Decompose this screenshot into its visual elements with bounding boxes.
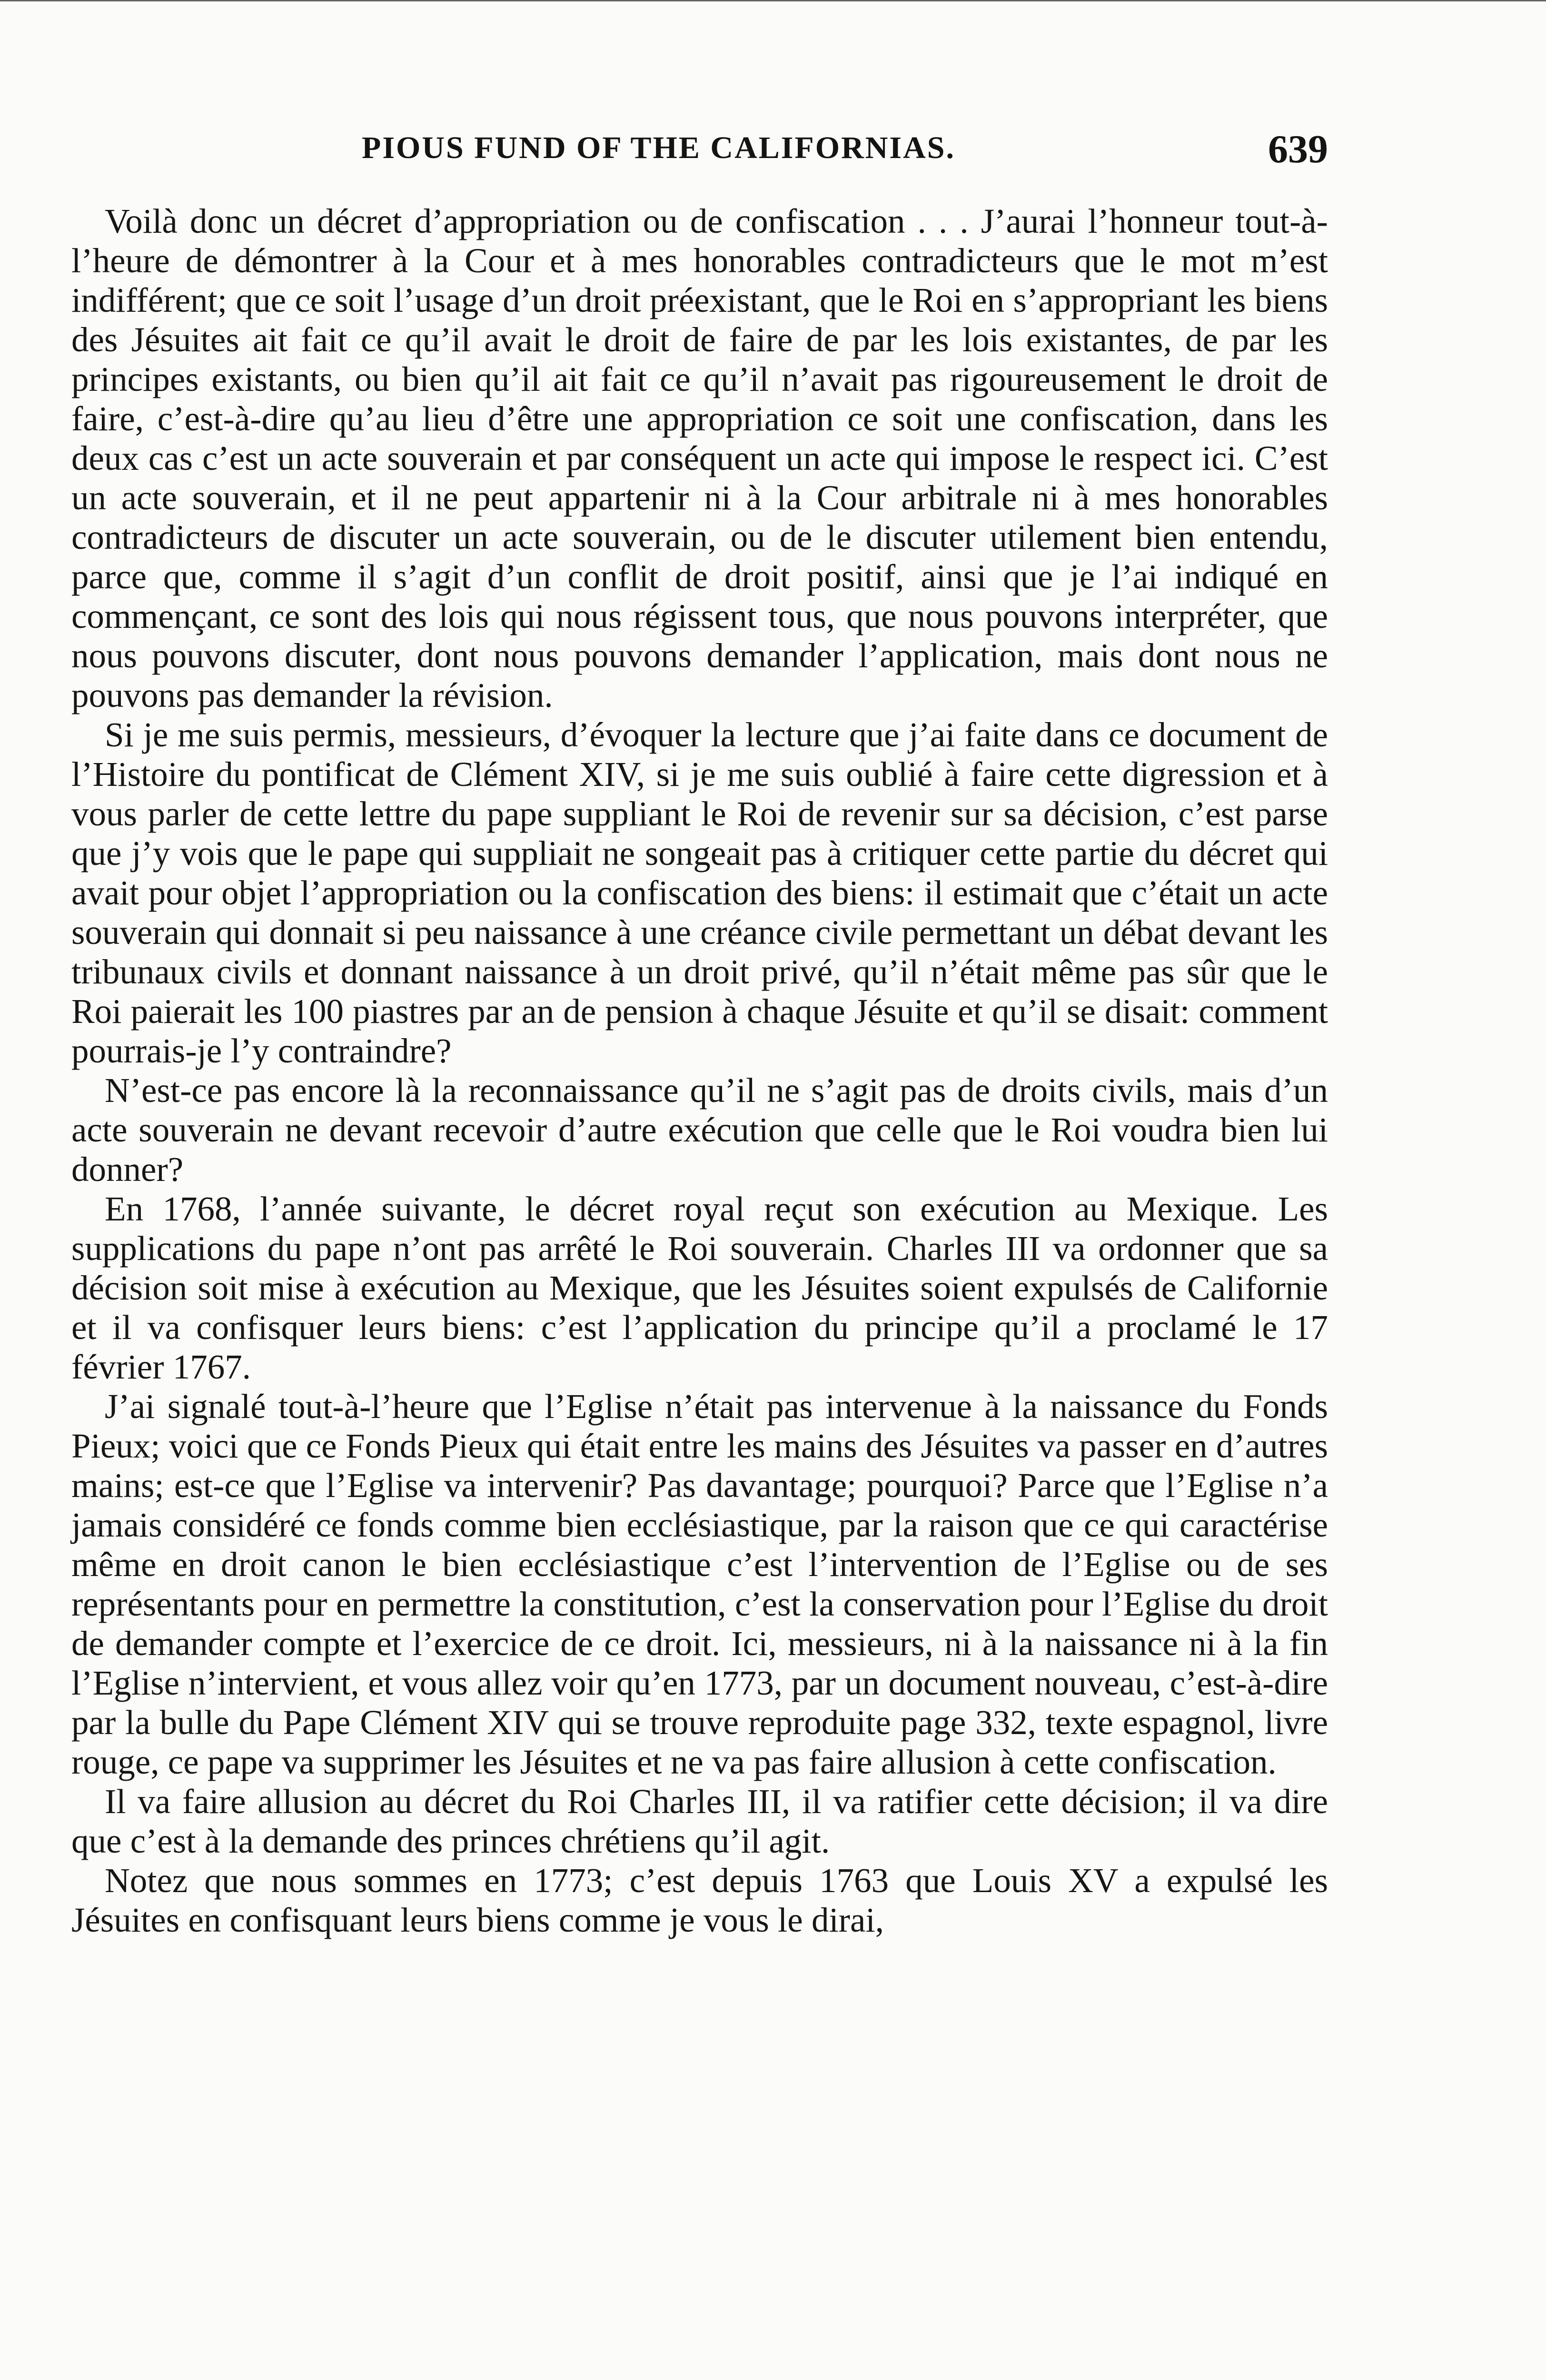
paragraph: J’ai signalé tout-à-l’heure que l’Eglise n’était pas intervenue à la naissance du Fonds Pieux; voici que ce Fonds Pieux qui était entre les mains des Jésuites va passer en d’autres mains; est-ce que l’Eglise va intervenir? Pas davantage; pourquoi? Parce que l’Eglise n’a jamais considéré ce fonds comme bien ecclésiastique, par la raison que ce qui caractérise même en droit canon le bien ecclésiastique c’est l’intervention de l’Eglise ou de ses représentants pour en permettre la constitution, c’est la conservation pour l’Eglise du droit de demander compte et l’exercice de ce droit. Ici, messieurs, ni à la naissance ni à la fin l’Eglise n’intervient, et vous allez voir qu’en 1773, par un document nouveau, c’est-à-dire par la bulle du Pape Clément XIV qui se trouve reproduite page 332, texte espagnol, livre rouge, ce pape va supprimer les Jésuites et ne va pas faire allusion à cette confiscation. bbox=[71, 1387, 1328, 1781]
paragraph: N’est-ce pas encore là la reconnaissance qu’il ne s’agit pas de droits civils, mais d’un acte souverain ne devant recevoir d’autre exécution que celle que le Roi voudra bien lui donner? bbox=[71, 1071, 1328, 1189]
running-title: PIOUS FUND OF THE CALIFORNIAS. bbox=[362, 130, 955, 165]
paragraph: Notez que nous sommes en 1773; c’est depuis 1763 que Louis XV a expulsé les Jésuites en confisquant leurs biens comme je vous le dirai, bbox=[71, 1861, 1328, 1939]
paragraph: Voilà donc un décret d’appropriation ou de confiscation . . . J’aurai l’honneur tout-à-l’heure de démontrer à la Cour et à mes honorables contradicteurs que le mot m’est indifférent; que ce soit l’usage d’un droit préexistant, que le Roi en s’appropriant les biens des Jésuites ait fait ce qu’il avait le droit de faire de par les lois existantes, de par les principes existants, ou bien qu’il ait fait ce qu’il n’avait pas rigoureusement le droit de faire, c’est-à-dire qu’au lieu d’être une appropriation ce soit une confiscation, dans les deux cas c’est un acte souverain et par conséquent un acte qui impose le respect ici. C’est un acte souverain, et il ne peut appartenir ni à la Cour arbitrale ni à mes honorables contradicteurs de discuter un acte souverain, ou de le discuter utilement bien entendu, parce que, comme il s’agit d’un conflit de droit positif, ainsi que je l’ai indiqué en commençant, ce sont des lois qui nous régissent tous, que nous pouvons interpréter, que nous pouvons discuter, dont nous pouvons demander l’application, mais dont nous ne pouvons pas demander la révision. bbox=[71, 202, 1328, 714]
paragraph: Si je me suis permis, messieurs, d’évoquer la lecture que j’ai faite dans ce document de l’Histoire du pontificat de Clément XIV, si je me suis oublié à faire cette digression et à vous parler de cette lettre du pape suppliant le Roi de revenir sur sa décision, c’est parse que j’y vois que le pape qui suppliait ne songeait pas à critiquer cette partie du décret qui avait pour objet l’appropriation ou la confiscation des biens: il estimait que c’était un acte souverain qui donnait si peu naissance à une créance civile permettant un débat devant les tribunaux civils et donnant naissance à un droit privé, qu’il n’était même pas sûr que le Roi paierait les 100 piastres par an de pension à chaque Jésuite et qu’il se disait: comment pourrais-je l’y contraindre? bbox=[71, 715, 1328, 1070]
page-body bbox=[71, 201, 1328, 1940]
page-header bbox=[71, 126, 1328, 178]
page-number: 639 bbox=[1268, 127, 1328, 171]
paragraph: En 1768, l’année suivante, le décret royal reçut son exécution au Mexique. Les supplications du pape n’ont pas arrêté le Roi souverain. Charles III va ordonner que sa décision soit mise à exécution au Mexique, que les Jésuites soient expulsés de Californie et il va confisquer leurs biens: c’est l’application du principe qu’il a proclamé le 17 février 1767. bbox=[71, 1190, 1328, 1386]
paragraph: Il va faire allusion au décret du Roi Charles III, il va ratifier cette décision; il va dire que c’est à la demande des princes chrétiens qu’il agit. bbox=[71, 1782, 1328, 1860]
